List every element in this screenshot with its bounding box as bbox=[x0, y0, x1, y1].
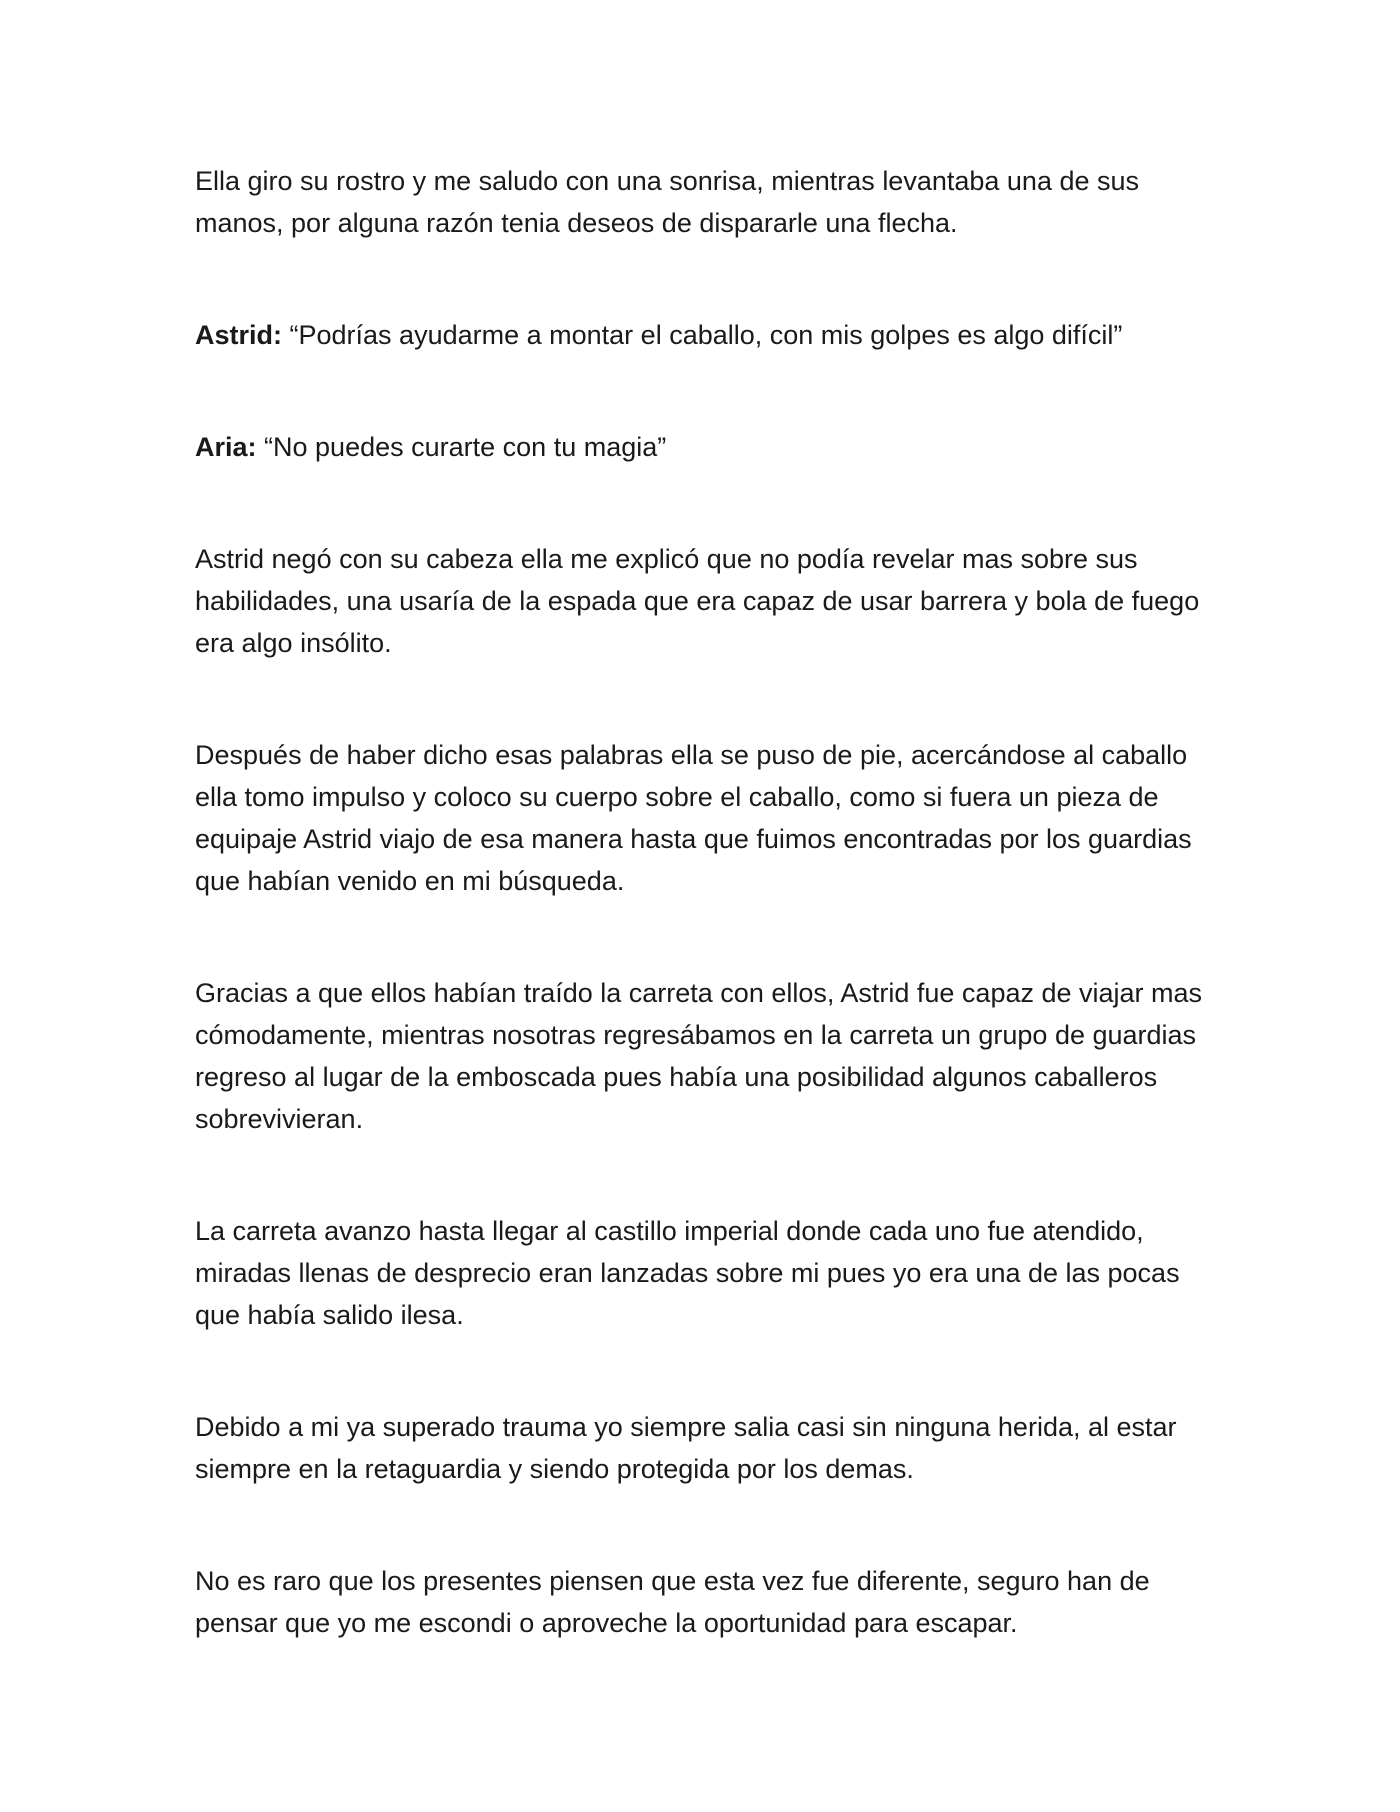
dialogue-line-astrid bbox=[195, 314, 1215, 356]
narrative-paragraph: No es raro que los presentes piensen que esta vez fue diferente, seguro han de pensar que yo me escondi o aproveche la oportunidad para escapar. bbox=[195, 1566, 1150, 1638]
narrative-paragraph: La carreta avanzo hasta llegar al castillo imperial donde cada uno fue atendido, miradas llenas de desprecio eran lanzadas sobre mi pues yo era una de las pocas que había salido ilesa. bbox=[195, 1216, 1180, 1330]
narrative-paragraph: Ella giro su rostro y me saludo con una sonrisa, mientras levantaba una de sus manos, por alguna razón tenia deseos de dispararle una flecha. bbox=[195, 166, 1140, 238]
dialogue-text: “No puedes curarte con tu magia” bbox=[264, 432, 667, 462]
dialogue-text: “Podrías ayudarme a montar el caballo, con mis golpes es algo difícil” bbox=[289, 320, 1123, 350]
narrative-paragraph: Debido a mi ya superado trauma yo siempre salia casi sin ninguna herida, al estar siempre en la retaguardia y siendo protegida por los demas. bbox=[195, 1412, 1177, 1484]
speaker-name: Aria: bbox=[195, 432, 257, 462]
narrative-paragraph: Después de haber dicho esas palabras ella se puso de pie, acercándose al caballo ella tomo impulso y coloco su cuerpo sobre el caballo, como si fuera un pieza de equipaje Astrid viajo de esa manera hasta que fuimos encontradas por los guardias que habían venido en mi búsqueda. bbox=[195, 740, 1192, 896]
document-body bbox=[195, 160, 1215, 1644]
dialogue-line-aria bbox=[195, 426, 1215, 468]
speaker-name: Astrid: bbox=[195, 320, 282, 350]
narrative-paragraph: Astrid negó con su cabeza ella me explicó que no podía revelar mas sobre sus habilidades, una usaría de la espada que era capaz de usar barrera y bola de fuego era algo insólito. bbox=[195, 544, 1200, 658]
narrative-paragraph: Gracias a que ellos habían traído la carreta con ellos, Astrid fue capaz de viajar mas cómodamente, mientras nosotras regresábamos en la carreta un grupo de guardias regreso al lugar de la emboscada pues había una posibilidad algunos caballeros sobrevivieran. bbox=[195, 978, 1203, 1134]
